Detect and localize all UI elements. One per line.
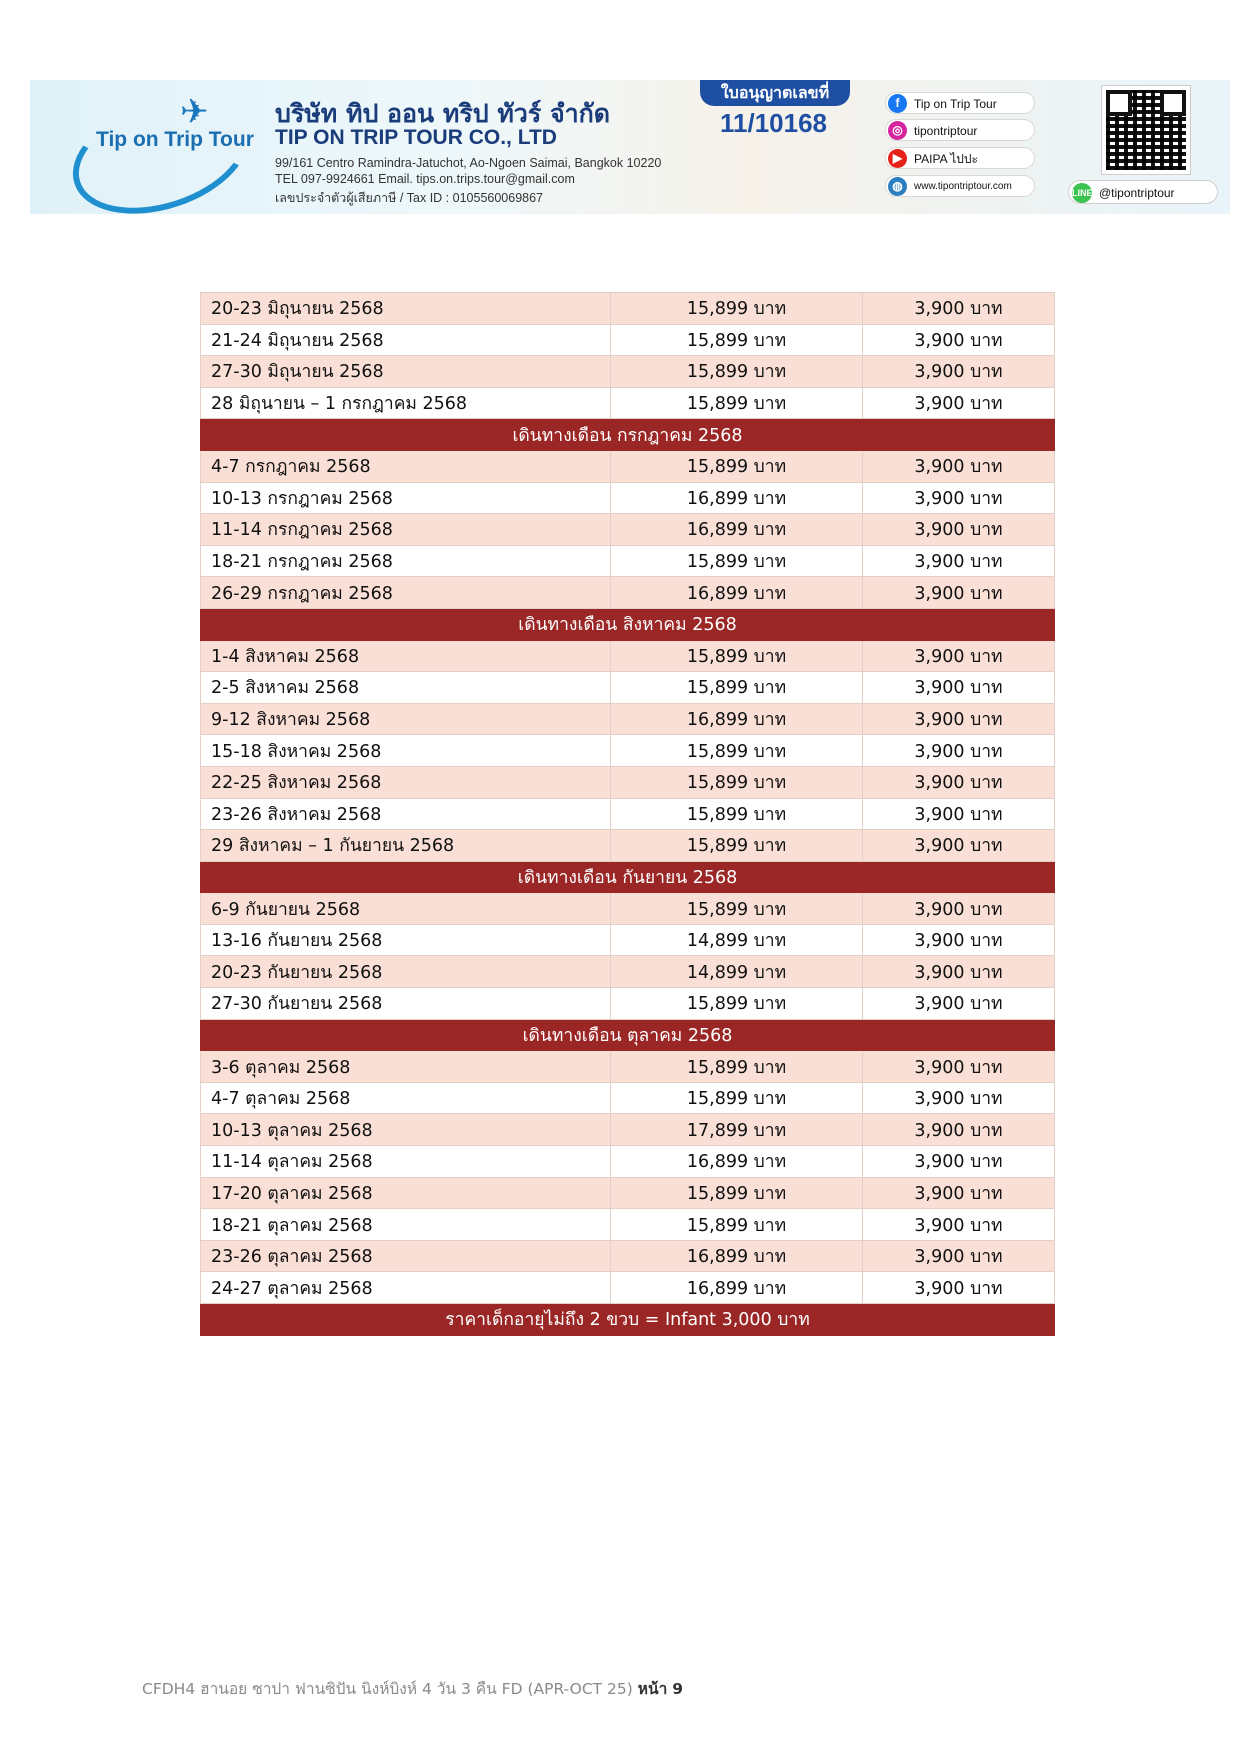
youtube-link[interactable] <box>885 147 1035 169</box>
single-supplement-cell: 3,900 บาท <box>863 1209 1055 1241</box>
single-supplement-cell: 3,900 บาท <box>863 703 1055 735</box>
tour-price-cell: 15,899 บาท <box>611 735 863 767</box>
month-header-row <box>201 861 1055 893</box>
single-supplement-cell: 3,900 บาท <box>863 356 1055 388</box>
travel-date-cell: 9-12 สิงหาคม 2568 <box>201 703 611 735</box>
table-row <box>201 1146 1055 1178</box>
table-row <box>201 514 1055 546</box>
travel-date-cell: 13-16 กันยายน 2568 <box>201 924 611 956</box>
single-supplement-cell: 3,900 บาท <box>863 293 1055 325</box>
single-supplement-cell: 3,900 บาท <box>863 1272 1055 1304</box>
travel-date-cell: 29 สิงหาคม – 1 กันยายน 2568 <box>201 830 611 862</box>
month-header-row <box>201 419 1055 451</box>
tour-price-cell: 15,899 บาท <box>611 356 863 388</box>
line-link[interactable] <box>1068 180 1218 204</box>
travel-date-cell: 18-21 กรกฎาคม 2568 <box>201 545 611 577</box>
table-row <box>201 640 1055 672</box>
tour-price-cell: 17,899 บาท <box>611 1114 863 1146</box>
table-row <box>201 893 1055 925</box>
table-row <box>201 798 1055 830</box>
table-row <box>201 1240 1055 1272</box>
company-address: 99/161 Centro Ramindra-Jatuchot, Ao-Ngoen Saimai, Bangkok 10220 <box>275 156 662 170</box>
airplane-icon: ✈ <box>180 92 209 132</box>
document-title: CFDH4 ฮานอย ซาปา ฟานซิปัน นิงห์บิงห์ 4 วัน 3 คืน FD (APR-OCT 25) <box>142 1680 633 1698</box>
tour-price-cell: 16,899 บาท <box>611 1146 863 1178</box>
table-row <box>201 1082 1055 1114</box>
table-row <box>201 735 1055 767</box>
tour-price-cell: 15,899 บาท <box>611 766 863 798</box>
tour-price-cell: 15,899 บาท <box>611 450 863 482</box>
table-row <box>201 324 1055 356</box>
travel-date-cell: 4-7 กรกฎาคม 2568 <box>201 450 611 482</box>
table-row <box>201 545 1055 577</box>
travel-date-cell: 10-13 ตุลาคม 2568 <box>201 1114 611 1146</box>
tour-price-cell: 16,899 บาท <box>611 577 863 609</box>
travel-date-cell: 26-29 กรกฎาคม 2568 <box>201 577 611 609</box>
travel-date-cell: 23-26 สิงหาคม 2568 <box>201 798 611 830</box>
tour-price-cell: 15,899 บาท <box>611 893 863 925</box>
tour-price-cell: 15,899 บาท <box>611 387 863 419</box>
single-supplement-cell: 3,900 บาท <box>863 672 1055 704</box>
single-supplement-cell: 3,900 บาท <box>863 450 1055 482</box>
company-name-thai: บริษัท ทิป ออน ทริป ทัวร์ จำกัด <box>275 99 611 128</box>
single-supplement-cell: 3,900 บาท <box>863 1146 1055 1178</box>
travel-date-cell: 22-25 สิงหาคม 2568 <box>201 766 611 798</box>
tour-price-cell: 16,899 บาท <box>611 482 863 514</box>
single-supplement-cell: 3,900 บาท <box>863 577 1055 609</box>
single-supplement-cell: 3,900 บาท <box>863 514 1055 546</box>
table-row <box>201 830 1055 862</box>
single-supplement-cell: 3,900 บาท <box>863 1240 1055 1272</box>
table-row <box>201 1177 1055 1209</box>
table-row <box>201 956 1055 988</box>
tour-price-cell: 15,899 บาท <box>611 798 863 830</box>
travel-date-cell: 24-27 ตุลาคม 2568 <box>201 1272 611 1304</box>
month-header: เดินทางเดือน ตุลาคม 2568 <box>201 1019 1055 1051</box>
table-row <box>201 577 1055 609</box>
single-supplement-cell: 3,900 บาท <box>863 1082 1055 1114</box>
table-row <box>201 1272 1055 1304</box>
table-row <box>201 1114 1055 1146</box>
tour-price-cell: 16,899 บาท <box>611 1272 863 1304</box>
single-supplement-cell: 3,900 บาท <box>863 324 1055 356</box>
company-contact: TEL 097-9924661 Email. tips.on.trips.tour@gmail.com <box>275 172 575 186</box>
travel-date-cell: 6-9 กันยายน 2568 <box>201 893 611 925</box>
company-name-english: TIP ON TRIP TOUR CO., LTD <box>275 126 557 149</box>
tour-price-cell: 15,899 บาท <box>611 988 863 1020</box>
single-supplement-cell: 3,900 บาท <box>863 830 1055 862</box>
facebook-icon: f <box>888 94 907 113</box>
tour-price-cell: 15,899 บาท <box>611 293 863 325</box>
single-supplement-cell: 3,900 บาท <box>863 924 1055 956</box>
page-number: 9 <box>672 1680 684 1698</box>
table-row <box>201 766 1055 798</box>
tour-price-cell: 16,899 บาท <box>611 703 863 735</box>
tour-price-cell: 15,899 บาท <box>611 1051 863 1083</box>
infant-price-note: ราคาเด็กอายุไม่ถึง 2 ขวบ = Infant 3,000 บาท <box>201 1304 1055 1336</box>
travel-date-cell: 23-26 ตุลาคม 2568 <box>201 1240 611 1272</box>
travel-date-cell: 20-23 มิถุนายน 2568 <box>201 293 611 325</box>
travel-date-cell: 27-30 มิถุนายน 2568 <box>201 356 611 388</box>
travel-date-cell: 10-13 กรกฎาคม 2568 <box>201 482 611 514</box>
table-row <box>201 924 1055 956</box>
table-row <box>201 450 1055 482</box>
single-supplement-cell: 3,900 บาท <box>863 640 1055 672</box>
travel-date-cell: 20-23 กันยายน 2568 <box>201 956 611 988</box>
single-supplement-cell: 3,900 บาท <box>863 766 1055 798</box>
tour-price-cell: 15,899 บาท <box>611 324 863 356</box>
table-row <box>201 293 1055 325</box>
youtube-label: PAIPA ไปปะ <box>914 152 978 166</box>
website-link[interactable] <box>885 175 1035 197</box>
tour-price-cell: 15,899 บาท <box>611 1209 863 1241</box>
month-header: เดินทางเดือน สิงหาคม 2568 <box>201 608 1055 640</box>
globe-icon: ◍ <box>888 177 907 196</box>
tour-price-cell: 15,899 บาท <box>611 672 863 704</box>
table-row <box>201 356 1055 388</box>
travel-date-cell: 15-18 สิงหาคม 2568 <box>201 735 611 767</box>
tour-price-cell: 16,899 บาท <box>611 514 863 546</box>
single-supplement-cell: 3,900 บาท <box>863 1051 1055 1083</box>
company-tax-id: เลขประจำตัวผู้เสียภาษี / Tax ID : 0105560069867 <box>275 191 544 205</box>
month-header-row <box>201 608 1055 640</box>
single-supplement-cell: 3,900 บาท <box>863 482 1055 514</box>
table-row <box>201 703 1055 735</box>
facebook-label: Tip on Trip Tour <box>914 97 997 111</box>
single-supplement-cell: 3,900 บาท <box>863 893 1055 925</box>
youtube-icon: ▶ <box>888 149 907 168</box>
qr-code <box>1102 86 1190 174</box>
tour-price-cell: 15,899 บาท <box>611 545 863 577</box>
single-supplement-cell: 3,900 บาท <box>863 956 1055 988</box>
instagram-icon: ◎ <box>888 121 907 140</box>
infant-price-row <box>201 1304 1055 1336</box>
travel-date-cell: 1-4 สิงหาคม 2568 <box>201 640 611 672</box>
single-supplement-cell: 3,900 บาท <box>863 545 1055 577</box>
single-supplement-cell: 3,900 บาท <box>863 1114 1055 1146</box>
tour-price-table-body <box>201 293 1055 1304</box>
line-label: @tipontriptour <box>1099 186 1175 200</box>
tour-price-cell: 15,899 บาท <box>611 1082 863 1114</box>
single-supplement-cell: 3,900 บาท <box>863 798 1055 830</box>
tour-price-cell: 14,899 บาท <box>611 924 863 956</box>
tour-price-cell: 16,899 บาท <box>611 1240 863 1272</box>
single-supplement-cell: 3,900 บาท <box>863 735 1055 767</box>
travel-date-cell: 4-7 ตุลาคม 2568 <box>201 1082 611 1114</box>
line-icon: LINE <box>1072 183 1092 203</box>
page-label: หน้า <box>637 1680 668 1698</box>
instagram-link[interactable] <box>885 119 1035 141</box>
table-row <box>201 1209 1055 1241</box>
single-supplement-cell: 3,900 บาท <box>863 988 1055 1020</box>
travel-date-cell: 11-14 ตุลาคม 2568 <box>201 1146 611 1178</box>
website-label: www.tipontriptour.com <box>914 181 1012 192</box>
month-header: เดินทางเดือน กันยายน 2568 <box>201 861 1055 893</box>
tour-price-cell: 14,899 บาท <box>611 956 863 988</box>
license-number: 11/10168 <box>720 108 828 138</box>
single-supplement-cell: 3,900 บาท <box>863 1177 1055 1209</box>
travel-date-cell: 27-30 กันยายน 2568 <box>201 988 611 1020</box>
table-row <box>201 387 1055 419</box>
travel-date-cell: 18-21 ตุลาคม 2568 <box>201 1209 611 1241</box>
header-banner <box>30 80 1230 214</box>
tour-price-cell: 15,899 บาท <box>611 640 863 672</box>
table-row <box>201 482 1055 514</box>
table-row <box>201 988 1055 1020</box>
travel-date-cell: 3-6 ตุลาคม 2568 <box>201 1051 611 1083</box>
table-row <box>201 1051 1055 1083</box>
license-label: ใบอนุญาตเลขที่ <box>700 80 850 106</box>
month-header: เดินทางเดือน กรกฎาคม 2568 <box>201 419 1055 451</box>
page-footer <box>142 1676 683 1701</box>
instagram-label: tipontriptour <box>914 124 978 138</box>
facebook-link[interactable] <box>885 92 1035 114</box>
month-header-row <box>201 1019 1055 1051</box>
table-row <box>201 672 1055 704</box>
travel-date-cell: 11-14 กรกฎาคม 2568 <box>201 514 611 546</box>
tour-price-cell: 15,899 บาท <box>611 830 863 862</box>
travel-date-cell: 17-20 ตุลาคม 2568 <box>201 1177 611 1209</box>
tour-price-table <box>200 292 1055 1336</box>
tour-price-cell: 15,899 บาท <box>611 1177 863 1209</box>
travel-date-cell: 2-5 สิงหาคม 2568 <box>201 672 611 704</box>
single-supplement-cell: 3,900 บาท <box>863 387 1055 419</box>
company-logo: Tip on Trip Tour <box>96 128 254 151</box>
travel-date-cell: 28 มิถุนายน – 1 กรกฎาคม 2568 <box>201 387 611 419</box>
travel-date-cell: 21-24 มิถุนายน 2568 <box>201 324 611 356</box>
